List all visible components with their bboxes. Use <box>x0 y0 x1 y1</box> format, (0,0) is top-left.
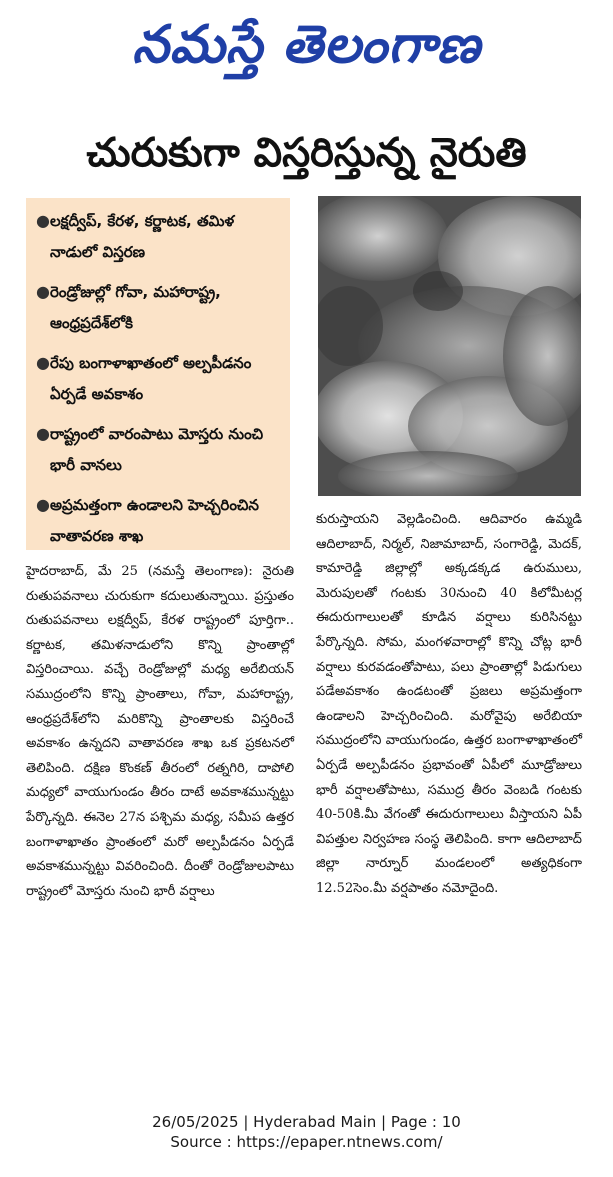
highlight-item <box>36 206 280 268</box>
highlight-text: రాష్ట్రంలో వారంపాటు మోస్తరు నుంచి భారీ వానలు <box>50 425 264 474</box>
newspaper-masthead: నమస్తే తెలంగాణ <box>132 15 481 75</box>
highlight-item <box>36 490 280 552</box>
highlight-item <box>36 348 280 410</box>
bullet-icon: ● <box>36 353 50 372</box>
article-text-right: కురుస్తాయని వెల్లడించింది. ఆదివారం ఉమ్మడి ఆదిలాబాద్, నిర్మల్, నిజామాబాద్, సంగారెడ్డి, మెదక్, కామారెడ్డి జిల్లాల్లో అక్కడక్కడ ఉరుములు, మెరుపులతో గంటకు 30నుంచి 40 కిలోమీటర్ల ఈదురుగాలులతో కూడిన వర్షాలు కురిసినట్టు పేర్కొన్నది. సోమ, మంగళవారాల్లో కొన్ని చోట్ల భారీ వర్షాలు కురవడంతోపాటు, పలు ప్రాంతాల్లో పిడుగులు పడేఅవకాశం ఉండటంతో ప్రజలు అప్రమత్తంగా ఉండాలని హెచ్చరించింది. మరోవైపు అరేబియా సముద్రంలోని వాయుగుండం, ఉత్తర బంగాళాఖాతంలో ఏర్పడే అల్పపీడనం ప్రభావంతో ఏపీలో మూడ్రోజులు భారీ వర్షాలతోపాటు, సముద్ర తీరం వెంబడి గంటకు 40-50కి.మీ వేగంతో ఈదురుగాలులు వీస్తాయని ఏపీ విపత్తుల నిర్వహణ సంస్థ తెలిపింది. కాగా ఆదిలాబాద్ జిల్లా నార్నూర్ మండలంలో అత్యధికంగా 12.52సెం.మీ వర్షపాతం నమోదైంది. <box>316 512 582 896</box>
article-column-left <box>26 560 294 1038</box>
footer-date-edition: 26/05/2025 | Hyderabad Main | Page : 10 <box>152 1113 461 1131</box>
highlights-box <box>26 198 290 550</box>
bullet-icon: ● <box>36 495 50 514</box>
bullet-icon: ● <box>36 211 50 230</box>
bullet-icon: ● <box>36 282 50 301</box>
page-footer <box>0 1112 613 1152</box>
article-headline: చురుకుగా విస్తరిస్తున్న నైరుతి <box>86 130 527 176</box>
footer-source-link[interactable]: Source : https://epaper.ntnews.com/ <box>170 1133 443 1151</box>
article-text-left: హైదరాబాద్, మే 25 (నమస్తే తెలంగాణ): నైరుతి రుతుపవనాలు చురుకుగా కదులుతున్నాయి. ప్రస్తుతం రుతుపవనాలు లక్షద్వీప్, కేరళ రాష్ట్రంలో పూర్తిగా.. కర్ణాటక, తమిళనాడులోని కొన్ని ప్రాంతాల్లో విస్తరించాయి. వచ్చే రెండ్రోజుల్లో మధ్య అరేబియన్ సముద్రంలోని కొన్ని ప్రాంతాలు, గోవా, మహారాష్ట్ర, ఆంధ్రప్రదేశ్‌లోని మరికొన్ని ప్రాంతాలకు విస్తరించే అవకాశం ఉన్నదని వాతావరణ శాఖ ఒక ప్రకటనలో తెలిపింది. దక్షిణ కొంకణ్ తీరంలో రత్నగిరి, దాపోలి మధ్యలో వాయుగుండం తీరం దాటే అవకాశమున్నట్టు పేర్కొన్నది. ఈనెల 27న పశ్చిమ మధ్య, సమీప ఉత్తర బంగాళాఖాతం ప్రాంతంలో మరో అల్పపీడనం ఏర్పడే అవకాశమున్నట్టు వివరించింది. దీంతో రెండ్రోజులపాటు రాష్ట్రంలో మోస్తరు నుంచి భారీ వర్షాలు <box>26 564 294 899</box>
highlight-text: రేపు బంగాళాఖాతంలో అల్పపీడనం ఏర్పడే అవకాశం <box>50 354 252 403</box>
highlight-text: అప్రమత్తంగా ఉండాలని హెచ్చరించిన వాతావరణ శాఖ <box>50 496 259 545</box>
highlight-item <box>36 277 280 339</box>
highlight-text: లక్షద్వీప్, కేరళ, కర్ణాటక, తమిళ నాడులో విస్తరణ <box>50 212 235 261</box>
article-column-right <box>316 508 582 896</box>
highlight-text: రెండ్రోజుల్లో గోవా, మహారాష్ట్ర, ఆంధ్రప్రదేశ్‌లోకి <box>50 283 221 332</box>
bullet-icon: ● <box>36 424 50 443</box>
satellite-cloud-image <box>318 196 581 496</box>
highlight-item <box>36 419 280 481</box>
